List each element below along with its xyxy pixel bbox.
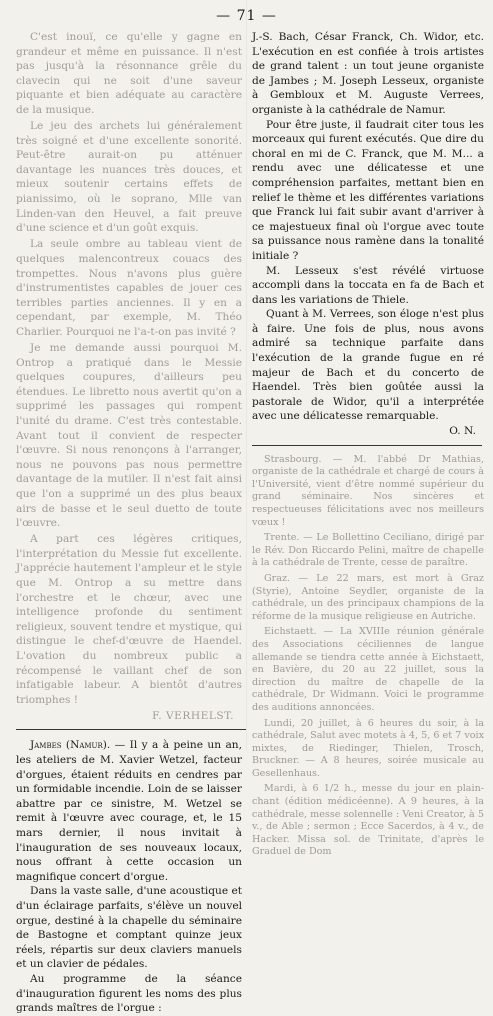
- news-item: Graz. — Le 22 mars, est mort à Graz (Styrie), Antoine Seydler, organiste de la cathédrale, un des principaux champions de la réforme de la musique religieuse en Autriche.: [252, 572, 484, 622]
- review-signature: F. VERHELST.: [152, 709, 234, 722]
- article-signature: O. N.: [449, 425, 476, 438]
- jambes-paragraph: [16, 738, 242, 884]
- news-item: Mardi, à 6 1/2 h., messe du jour en plain-chant (édition médicéenne). A 9 heures, à la cathédrale, messe solennelle : Veni Creator, à 5 v., de Able ; sermon ; Ecce Sacerdos, à 4 v., de Hacker. Missa sol. de Trinitate, d'après le Graduel de Dom: [252, 783, 484, 858]
- franck-paragraph: Pour être juste, il faudrait citer tous les morceaux qui furent exécutés. Que dire du choral en mi de C. Franck, que M. M... a rendu avec une délicatesse et une compréhension parfaites, mettant bien en relief le thème et les différentes variations que Franck lui fait subir avant d'arriver à ce majestueux final où l'orgue avec toute sa puissance nous ramène dans la tonalité initiale ?: [252, 118, 484, 262]
- program-paragraph: Au programme de la séance d'inauguration figurent les noms des plus grands maîtres de l'orgue :: [16, 972, 242, 1015]
- news-item: Lundi, 20 juillet, à 6 heures du soir, à la cathédrale, Salut avec motets à 4, 5, 6 et 7 voix mixtes, de Riedinger, Thielen, Trosch, Bruckner. — A 8 heures, soirée musicale au Gesellenhaus.: [252, 717, 484, 779]
- right-column: [252, 30, 484, 862]
- faded-paragraph: Le jeu des archets lui généralement très soigné et d'une excellente sonorité. Peut-être aurait-on pu atténuer davantage les nuances très douces, et mieux soutenir certains effets de pianissimo, où le soprano, Mlle van Linden-van den Heuvel, a fait preuve d'une science et d'un goût exquis.: [16, 120, 242, 235]
- page-fold: [246, 0, 247, 750]
- lesseux-paragraph: M. Lesseux s'est révélé virtuose accompli dans la toccata en fa de Bach et dans les variations de Thiele.: [252, 264, 484, 306]
- jambes-text: — Il y a à peine un an, les ateliers de M. Xavier Wetzel, facteur d'orgues, étaient réduits en cendres par un formidable incendie. Loin de se laisser abattre par ce sinistre, M. Wetzel se remit à l'œuvre avec courage, et, le 15 mars dernier, il nous invitait à l'inauguration de ses nouveaux locaux, nous offrant à cette occasion un magnifique concert d'orgue.: [16, 739, 243, 883]
- composers-paragraph: J.-S. Bach, César Franck, Ch. Widor, etc. L'exécution en est confiée à trois artistes de grand talent : un tout jeune organiste de Jambes ; M. Joseph Lesseux, organiste à Gembloux et M. Auguste Verrees, organiste à la cathédrale de Namur.: [252, 31, 484, 116]
- jambes-heading: Jambes (Namur).: [30, 739, 111, 752]
- hall-paragraph: Dans la vaste salle, d'une acoustique et d'un éclairage parfaits, s'élève un nouvel orgue, destiné à la chapelle du séminaire de Bastogne et comptant quinze jeux réels, répartis sur deux claviers manuels et un clavier de pédales.: [16, 885, 242, 971]
- section-divider: [252, 445, 482, 446]
- news-item: Eichstaett. — La XVIIIe réunion générale des Associations céciliennes de langue allemande se tiendra cette année à Eichstaett, en Bavière, du 20 au 22 juillet, sous la direction du maître de chapelle de la cathédrale, Dr Widmann. Voici le programme des auditions annoncées.: [252, 626, 484, 713]
- news-item: Strasbourg. — M. l'abbé Dr Mathias, organiste de la cathédrale et chargé de cours à l'Université, vient d'être nommé supérieur du grand séminaire. Nos sincères et respectueuses félicitations avec nos meilleurs vœux !: [252, 453, 484, 528]
- faded-paragraph: A part ces légères critiques, l'interprétation du Messie fut excellente. J'apprécie hautement l'ampleur et le style que M. Ontrop a su mettre dans l'orchestre et le chœur, avec une intelligence profonde du sentiment religieux, souvent tendre et mystique, qui distingue le chef-d'œuvre de Haendel. L'ovation du nombreux public a récompensé le vaillant chef de son infatigable labeur. A bientôt d'autres triomphes !: [16, 533, 242, 706]
- verrees-paragraph: Quant à M. Verrees, son éloge n'est plus à faire. Une fois de plus, nous avons admiré sa technique parfaite dans l'exécution de la grande fugue en ré majeur de Bach et du concerto de Haendel. Très bien goûtée aussi la pastorale de Widor, qu'il a interprétée avec une délicatesse remarquable.: [252, 308, 484, 423]
- section-divider: [16, 729, 246, 730]
- faded-news-text: [252, 454, 484, 859]
- page-number: — 71 —: [216, 8, 277, 24]
- left-column: [16, 30, 242, 1016]
- faded-review-text: [16, 30, 242, 723]
- faded-paragraph: C'est inouï, ce qu'elle y gagne en grandeur et même en puissance. Il n'est pas jusqu'à la résonnance grêle du clavecin qui ne soit d'une saveur piquante et bien adéquate au caractère de la musique.: [16, 31, 242, 116]
- faded-paragraph: La seule ombre au tableau vient de quelques malencontreux couacs des trompettes. Nous n'avons plus guère d'instrumentistes capables de jouer ces terribles parties anciennes. Il y en a cependant, par exemple, M. Théo Charlier. Pourquoi ne l'a-t-on pas invité ?: [16, 238, 242, 338]
- news-item: Trente. — Le Bollettino Ceciliano, dirigé par le Rév. Don Riccardo Pelini, maître de chapelle à la cathédrale de Trente, cesse de paraître.: [252, 532, 484, 569]
- faded-paragraph: Je me demande aussi pourquoi M. Ontrop a pratiqué dans le Messie quelques coupures, d'ailleurs peu étendues. Le libretto nous avertit qu'on a supprimé les passages qui rompent l'unité du drame. C'est très contestable. Avant tout il convient de respecter l'œuvre. Si nous renonçons à l'arranger, nous ne pouvons pas nous permettre davantage de la mutiler. Il n'est fait ainsi que l'on a supprimé un des plus beaux airs de basse et le seul duetto de toute l'œuvre.: [16, 341, 242, 530]
